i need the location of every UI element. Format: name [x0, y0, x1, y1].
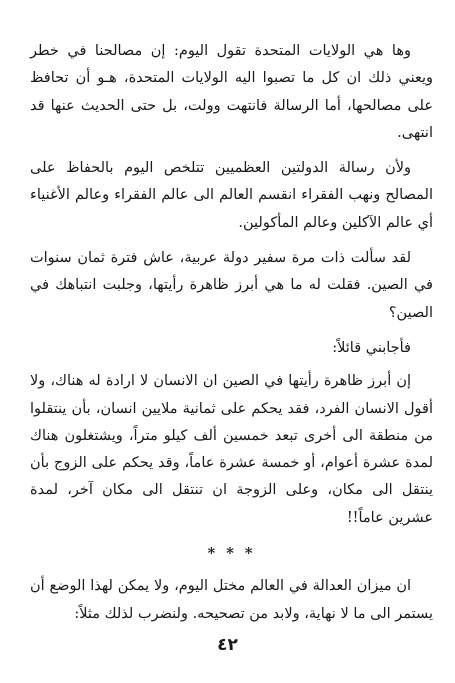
paragraph-6: ان ميزان العدالة في العالم مختل اليوم، ولا يمكن لهذا الوضع أن يستمر الى ما لا نهاية، ولابد من تصحيحه. ولنضرب لذلك مثلاً: [30, 578, 433, 622]
section-separator: * * * [207, 545, 256, 563]
page-number: ٤٢ [217, 635, 238, 655]
paragraph-3: لقد سألت ذات مرة سفير دولة عربية، عاش فترة ثمان سنوات في الصين. فقلت له ما هي أبرز ظاهرة رأيتها، وجلبت انتباهك في الصين؟ [30, 250, 433, 321]
paragraph-4: فأجابني قائلاً: [332, 339, 411, 356]
paragraph-2: ولأن رسالة الدولتين العظميين تتلخص اليوم بالحفاظ على المصالح ونهب الفقراء انقسم العالم الى عالم الفقراء وعالم الأغنياء أي عالم الآكلين وعالم المأكولين. [30, 160, 433, 231]
page-body [30, 38, 433, 636]
paragraph-5: إن أبرز ظاهرة رأيتها في الصين ان الانسان لا ارادة له هناك، ولا أقول الانسان الفرد، فقد يحكم على ثمانية ملايين انسان، بأن ينتقلوا من منطقة الى أخرى تبعد خمسين ألف كيلو متراً، ويشتغلون هناك لمدة عشرة أعوام، أو خمسة عشرة عاماً، وقد يحكم على الزوج بأن ينتقل الى مكان، وعلى الزوجة ان تنتقل الى مكان آخر، لمدة عشرين عاماً!! [30, 373, 433, 526]
paragraph-1: وها هي الولايات المتحدة تقول اليوم: إن مصالحنا في خطر ويعني ذلك ان كل ما تصبوا اليه الولايات المتحدة، هـو أن تحافظ على مصالحها، أما الرسالة فانتهت وولت، بل حتى الحديث عنها قد انتهى. [30, 43, 433, 141]
